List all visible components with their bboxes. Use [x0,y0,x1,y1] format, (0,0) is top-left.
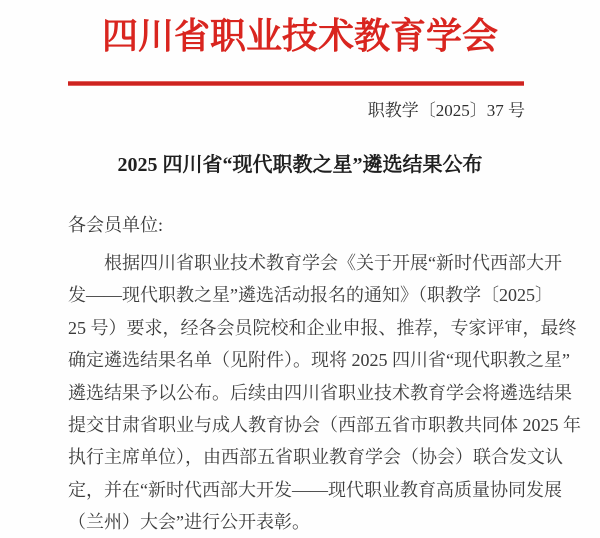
letterhead-divider-line [68,81,524,86]
body-paragraph [68,247,581,538]
salutation-line: 各会员单位: [68,215,164,235]
document-title: 2025 四川省“现代职教之星”遴选结果公布 [117,154,483,176]
body-line: 25 号）要求，经各会员院校和企业申报、推荐，专家评审，最终 [68,317,577,338]
body-line: 根据四川省职业技术教育学会《关于开展“新时代西部大开 [104,253,562,273]
body-line: 遴选结果予以公布。后续由四川省职业技术教育学会将遴选结果 [68,382,572,403]
body-line: 定，并在“新时代西部大开发——现代职业教育高质量协同发展 [68,479,562,500]
body-line: 发——现代职教之星”遴选活动报名的通知》（职教学〔2025〕 [68,285,553,306]
body-line: 确定遴选结果名单（见附件）。现将 2025 四川省“现代职教之星” [68,350,570,371]
body-line: （兰州）大会”进行公开表彰。 [68,512,310,533]
letterhead-org-name: 四川省职业技术教育学会 [101,16,498,56]
document-number: 职教学〔2025〕37 号 [367,101,525,120]
body-line: 执行主席单位），由西部五省职业教育学会（协会）联合发文认 [68,447,563,468]
body-line: 提交甘肃省职业与成人教育协会（西部五省市职教共同体 2025 年 [68,414,581,435]
